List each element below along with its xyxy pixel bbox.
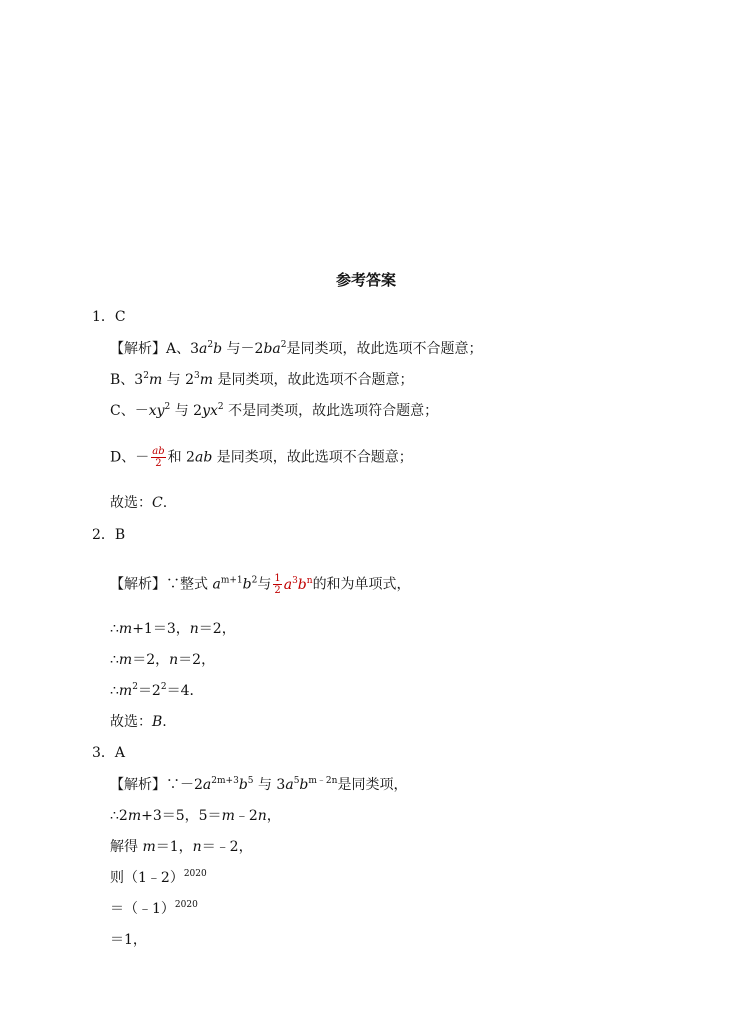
q1-option-c: C、$-xy^2$ 与 $2yx^2$ 不是同类项，故此选项符合题意； (110, 402, 439, 419)
q3-line-1: 【解析】$\because-2a^{2m+3}b^5$ 与 $3a^5b^{m﹣2n}$是同类项， (110, 776, 408, 793)
q3-line-2: ∴2m+3＝5，5＝m﹣2n， (110, 808, 281, 824)
red-monomial: $a^3b^n$ (283, 575, 313, 593)
q3-answer: 3．A (92, 745, 126, 761)
fraction-ab-over-2: $\frac{ab}{2}$ (152, 446, 165, 469)
q2-conclusion: 故选：B. (110, 714, 167, 730)
fraction-one-half: $\frac{1}{2}$ (274, 573, 281, 596)
q3-line-3: 解得 m＝1，n＝﹣2， (110, 839, 253, 855)
q2-line-2: ∴m+1＝3，n＝2， (110, 621, 236, 637)
page-title: 参考答案 (336, 271, 397, 289)
q1-option-a: 【解析】A、$3a^2b$ 与$-2ba^2$是同类项，故此选项不合题意； (110, 340, 483, 357)
q2-answer: 2．B (92, 527, 126, 543)
q1-option-d: D、－ $\frac{ab}{2}$ 和 2ab 是同类项，故此选项不合题意； (110, 446, 413, 469)
q1-answer: 1．C (92, 309, 126, 325)
q1-option-b: B、$3^2m$ 与 $2^3m$ 是同类项，故此选项不合题意； (110, 371, 414, 388)
q1-conclusion: 故选：C. (110, 495, 168, 511)
q3-line-5: ＝（﹣1）$^{2020}$ (110, 900, 198, 917)
q2-line-3: ∴m＝2，n＝2， (110, 652, 216, 668)
q2-line-1: 【解析】∵整式 $a^{m+1}b^2$与 $\frac{1}{2}$ $a^3b^n$的和为单项式， (110, 573, 411, 596)
q3-line-6: ＝1， (110, 932, 147, 948)
q3-line-4: 则（1﹣2）$^{2020}$ (110, 869, 207, 886)
q2-line-4: $\therefore m^2=2^2=4$． (110, 682, 204, 699)
